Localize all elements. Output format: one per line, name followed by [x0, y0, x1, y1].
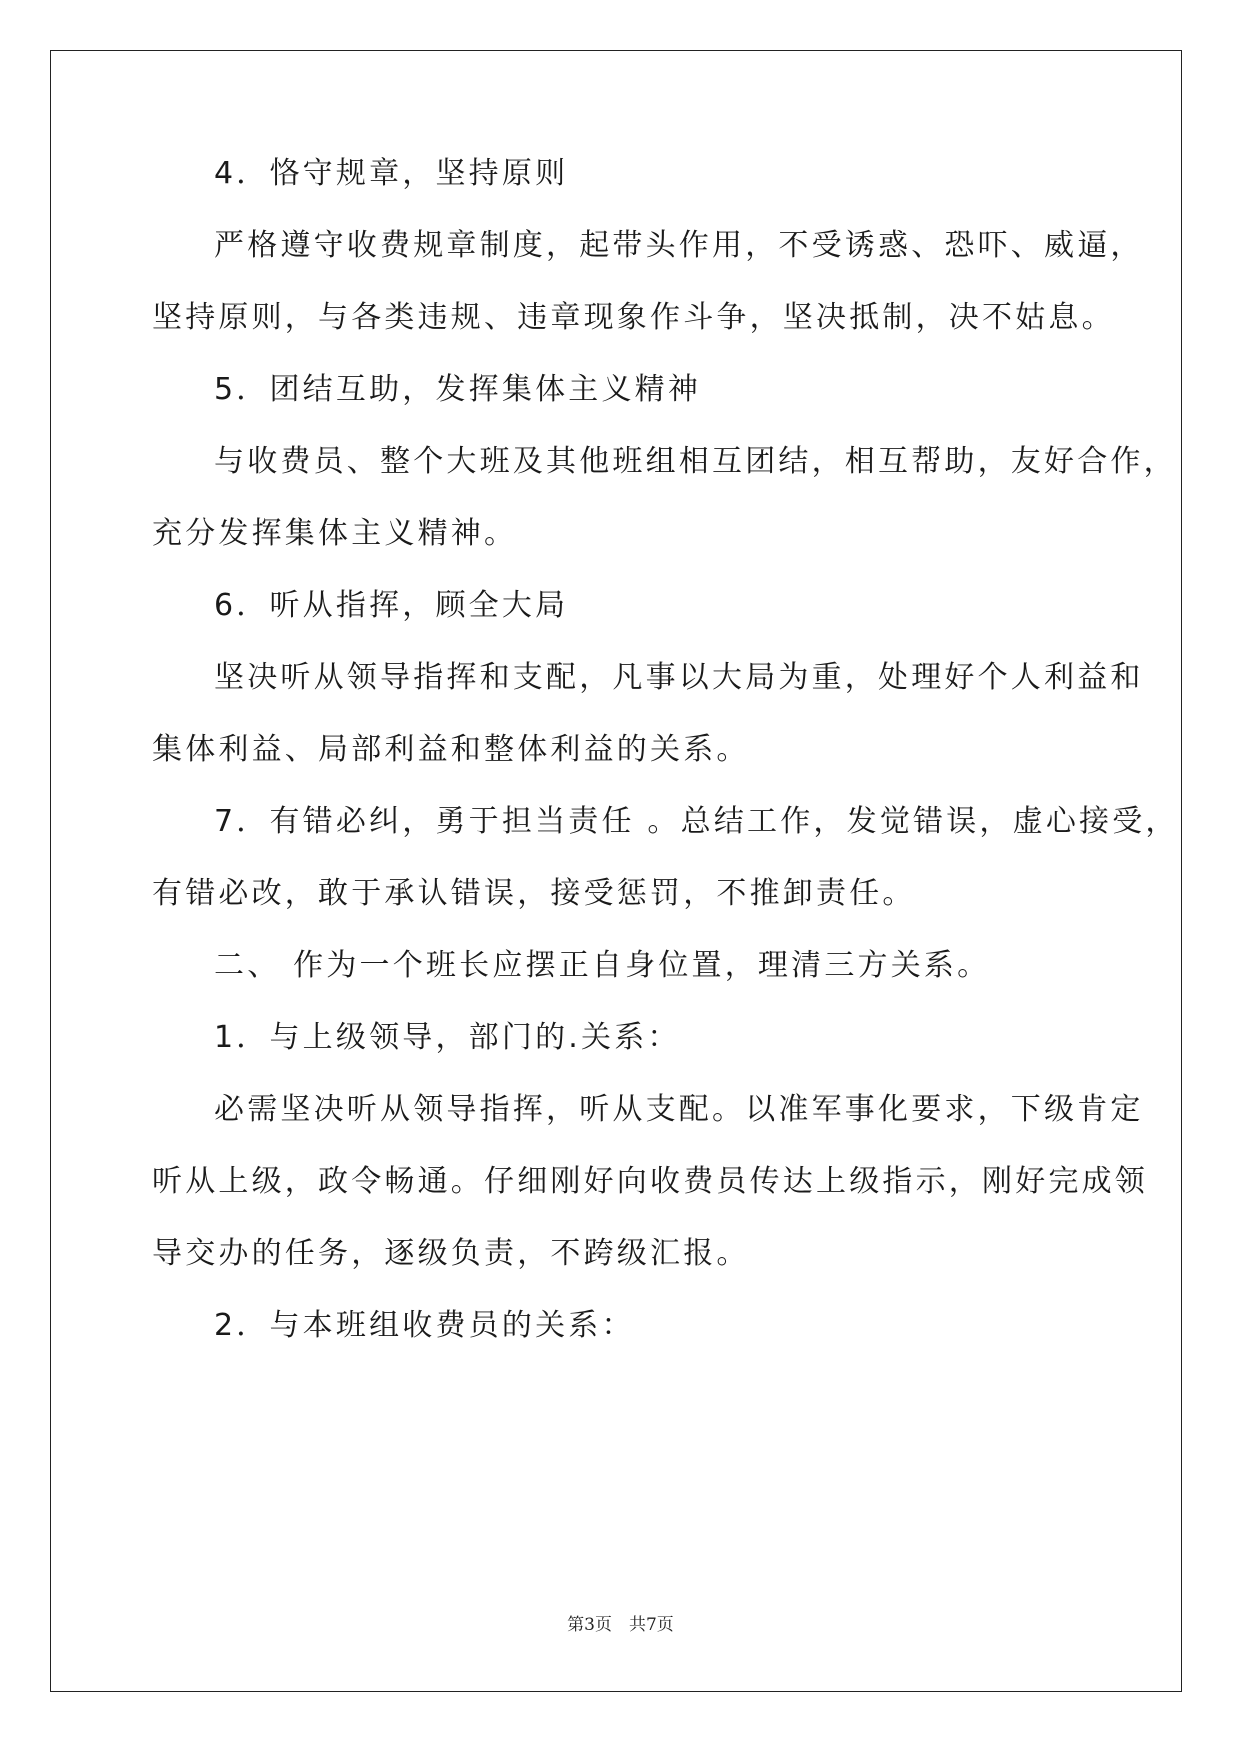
paragraph-line: 坚决听从领导指挥和支配，凡事以大局为重，处理好个人利益和	[214, 660, 1144, 695]
paragraph-line: 导交办的任务，逐级负责，不跨级汇报。	[152, 1236, 750, 1271]
heading-item-6: 6．听从指挥，顾全大局	[214, 588, 569, 623]
heading-item-7: 7．有错必纠，勇于担当责任 。总结工作，发觉错误，虚心接受，	[214, 804, 1179, 839]
paragraph-line: 坚持原则，与各类违规、违章现象作斗争，坚决抵制，决不姑息。	[152, 300, 1115, 335]
heading-item-1: 1．与上级领导，部门的.关系：	[214, 1020, 681, 1055]
heading-item-4: 4．恪守规章，坚持原则	[214, 156, 569, 191]
section-heading: 二、 作为一个班长应摆正自身位置，理清三方关系。	[214, 948, 991, 983]
paragraph-line: 充分发挥集体主义精神。	[152, 516, 518, 551]
paragraph-line: 集体利益、局部利益和整体利益的关系。	[152, 732, 750, 767]
heading-item-5: 5．团结互助，发挥集体主义精神	[214, 372, 702, 407]
paragraph-line: 有错必改，敢于承认错误，接受惩罚，不推卸责任。	[152, 876, 916, 911]
paragraph-line: 听从上级，政令畅通。仔细刚好向收费员传达上级指示，刚好完成领	[152, 1164, 1148, 1199]
paragraph-line: 必需坚决听从领导指挥，听从支配。以准军事化要求，下级肯定	[214, 1092, 1144, 1127]
page-border	[50, 50, 1182, 1692]
paragraph-line: 与收费员、整个大班及其他班组相互团结，相互帮助，友好合作，	[214, 444, 1177, 479]
page-number-footer: 第3页 共7页	[567, 1615, 674, 1635]
paragraph-line: 严格遵守收费规章制度，起带头作用，不受诱惑、恐吓、威逼，	[214, 228, 1144, 263]
heading-item-2: 2．与本班组收费员的关系：	[214, 1308, 635, 1343]
